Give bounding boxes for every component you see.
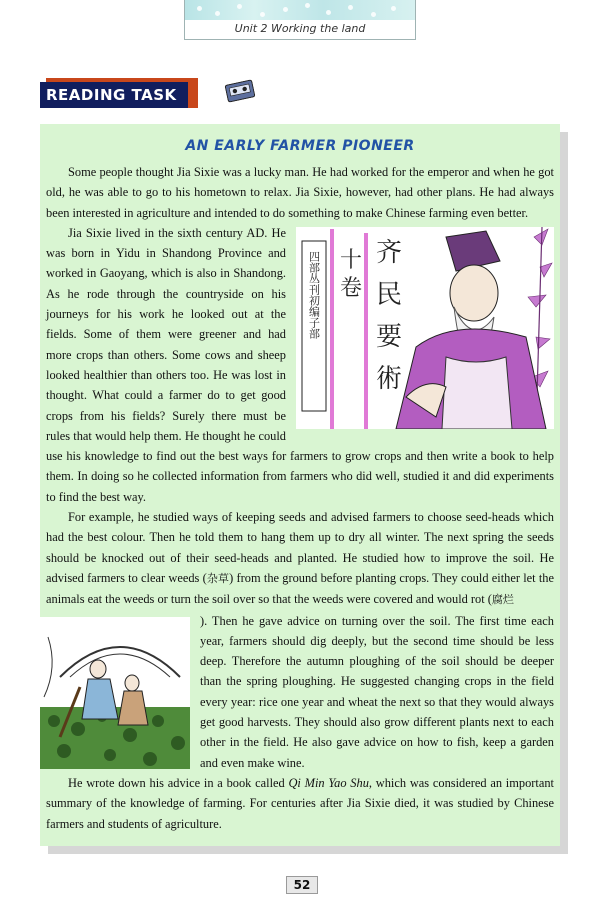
book-title: Qi Min Yao Shu	[288, 775, 369, 790]
reading-task-label: READING TASK	[40, 82, 188, 108]
paragraph-3-part-a: For example, he studied ways of keeping seeds and advised farmers to choose seed-heads which had the best colour. Then he told them to hang them up to dry all winter. The next spring the seeds should be knocked out of their seed-heads and planted. He studied how to improve the soil. He advised farmers to clear weeds (	[46, 510, 554, 585]
paragraph-4	[46, 773, 554, 834]
paragraph-2: Jia Sixie lived in the sixth century AD. He was born in Yidu in Shandong Province and worked in Gaoyang, which is also in Shandong. As he rode through the countryside on his journeys for his work he looked out at the fields. Some of them were greener and had more crops than others. Some cows and sheep looked healthier than others too. He was lost in thought. What could a farmer do to get good crops from his fields? Surely there must be rules that would help them. He thought he could use his knowledge to find out the best ways for farmers to grow crops and then write a book to help them. In doing so he collected information from farmers who did well, studied it and did experiments to find the best way.	[46, 225, 554, 504]
story-title: AN EARLY FARMER PIONEER	[185, 138, 415, 154]
paragraph-4-part-a: He wrote down his advice in a book called	[68, 775, 289, 790]
book-title-char-4: 術	[376, 363, 403, 394]
paragraph-3-continued: ). Then he gave advice on turning over the soil. The first time each year, farmers should dig deeply, but the second time should be less deep. Therefore the autumn ploughing of the soil should be deeper than the spring ploughing. He suggested changing crops in the field every year: rice one year and wheat the next so that they would always get good harvests. They should also grow different plants next to each other in the field. He also gave advice on how to fish, keep a garden and even make wine.	[200, 613, 554, 770]
paragraph-4-part-b: , which was considered an important summary of the knowledge of farming. For centuries after Jia Sixie died, it was studied by Chinese farmers and students of agriculture.	[46, 775, 554, 831]
unit-header	[184, 0, 416, 40]
book-title-char-2: 民	[376, 279, 403, 310]
paragraph-1: Some people thought Jia Sixie was a lucky man. He had worked for the emperor and when he got old, he was able to go to his hometown to relax. Jia Sixie, however, had other plans. He had always been interested in agriculture and intended to do something to make Chinese farming even better.	[46, 165, 554, 220]
paragraph-3-part-b: ) from the ground before planting crops. They could either let the animals eat the weeds or turn the soil over so that the weeds were covered and would rot (	[46, 570, 555, 607]
scroll-vertical-text: 四部丛刊初编子部	[307, 250, 321, 339]
rot-chinese-term: 腐烂	[491, 593, 514, 607]
book-title-char-3: 要	[376, 321, 403, 352]
cassette-tape-icon	[224, 79, 255, 102]
jia-sixie-book-illustration	[296, 227, 554, 429]
paragraph-3	[46, 507, 554, 610]
farmers-ploughing-illustration	[40, 617, 190, 769]
header-water-band	[185, 0, 415, 20]
book-title-char-1: 齐	[376, 237, 403, 268]
story-body	[46, 162, 554, 834]
reading-task-banner	[40, 78, 200, 112]
unit-title: Unit 2 Working the land	[234, 22, 366, 35]
volume-char-2: 卷	[340, 275, 363, 301]
weeds-chinese-term: 杂草	[206, 571, 230, 585]
page-number: 52	[286, 876, 318, 894]
volume-char-1: 十	[340, 247, 363, 273]
reading-panel	[40, 124, 560, 846]
